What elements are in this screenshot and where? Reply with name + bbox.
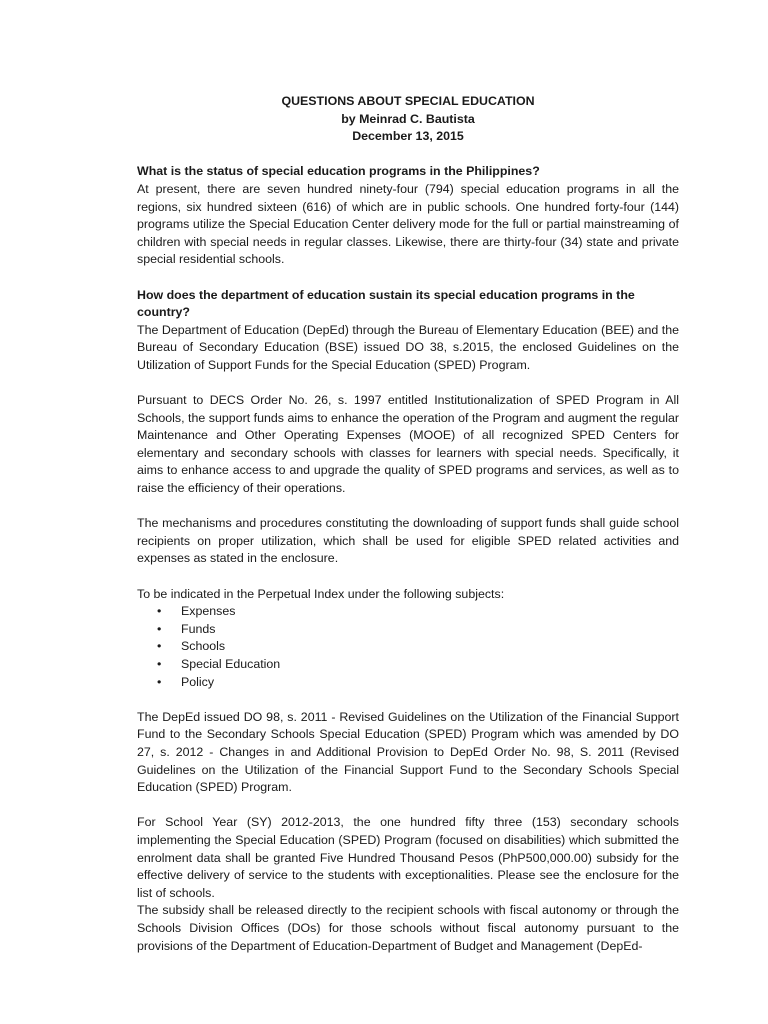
list-item [157,638,679,656]
list-item [157,674,679,692]
list-item [157,621,679,639]
paragraph-perpetual-index: To be indicated in the Perpetual Index under the following subjects: [137,586,505,601]
document-title: QUESTIONS ABOUT SPECIAL EDUCATION [281,94,535,108]
question-status: What is the status of special education programs in the Philippines? [137,164,540,179]
list-item [157,656,679,674]
list-item [157,603,679,621]
list-item-label: Policy [181,674,215,689]
subject-list [137,603,679,691]
bullet-icon: • [157,621,162,636]
bullet-icon: • [157,604,162,619]
bullet-icon: • [157,674,162,689]
bullet-icon: • [157,639,162,654]
paragraph-school-year: For School Year (SY) 2012-2013, the one hundred fifty three (153) secondary schools implementing the Special Education (SPED) Program (focused on disabilities) which submitted the enrolment data shall be granted Five Hundred Thousand Pesos (PhP500,000.00) subsidy for the effective delivery of service to the students with exceptionalities. Please see the enclosure for the list of schools. [137,815,679,900]
title-block [137,93,679,146]
paragraph-mechanisms: The mechanisms and procedures constituting the downloading of support funds shall guide school recipients on proper utilization, which shall be used for eligible SPED related activities and expenses as stated in the enclosure. [137,516,679,566]
document-body [137,93,679,955]
paragraph-subsidy-release: The subsidy shall be released directly to the recipient schools with fiscal autonomy or through the Schools Division Offices (DOs) for those schools without fiscal autonomy pursuant to the provisions of the Department of Education-Department of Budget and Management (DepEd- [137,903,679,953]
paragraph-decs-order: Pursuant to DECS Order No. 26, s. 1997 entitled Institutionalization of SPED Program in All Schools, the support funds aims to enhance the operation of the Program and augment the regular Maintenance and Other Operating Expenses (MOOE) of all recognized SPED Centers for elementary and secondary schools with classes for learners with special needs. Specifically, it aims to enhance access to and upgrade the quality of SPED programs and services, as well as to raise the efficiency of their operations. [137,393,679,496]
answer-status: At present, there are seven hundred ninety-four (794) special education programs in all the regions, six hundred sixteen (616) of which are in public schools. One hundred forty-four (144) programs utilize the Special Education Center delivery mode for the full or partial mainstreaming of children with special needs in regular classes. Likewise, there are thirty-four (34) state and private special residential schools. [137,181,679,267]
list-item-label: Funds [181,621,216,636]
list-item-label: Expenses [181,604,236,619]
list-item-label: Special Education [181,657,281,671]
answer-sustain: The Department of Education (DepEd) through the Bureau of Elementary Education (BEE) and the Bureau of Secondary Education (BSE) issued DO 38, s.2015, the enclosed Guidelines on the Utilization of Support Funds for the Special Education (SPED) Program. [137,322,679,372]
document-byline: by Meinrad C. Bautista [341,111,475,126]
question-sustain: How does the department of education sustain its special education programs in the country? [137,287,635,320]
paragraph-do-98: The DepEd issued DO 98, s. 2011 - Revised Guidelines on the Utilization of the Financial Support Fund to the Secondary Schools Special Education (SPED) Program which was amended by DO 27, s. 2012 - Changes in and Additional Provision to DepEd Order No. 98, S. 2011 (Revised Guidelines on the Utilization of the Financial Support Fund to the Secondary Schools Special Education (SPED) Program. [137,709,679,795]
bullet-icon: • [157,657,162,671]
list-item-label: Schools [181,639,226,654]
document-date: December 13, 2015 [352,129,464,144]
